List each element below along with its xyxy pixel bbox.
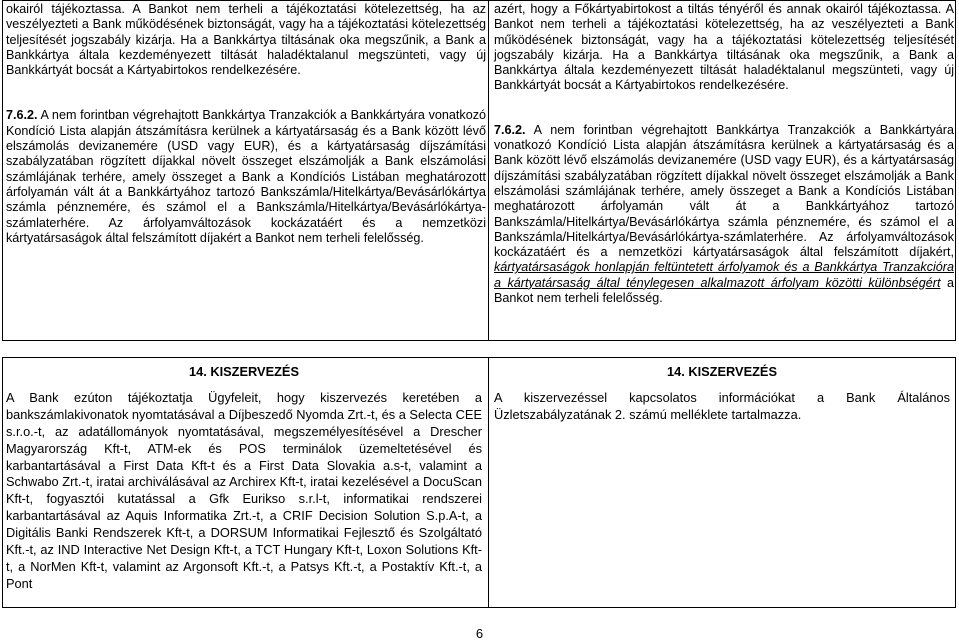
bottom-left-cell: [6, 364, 482, 593]
section-text: A nem forintban végrehajtott Bankkártya Tranzakciók a Bankkártyára vonatkozó Kondíció Lista alapján átszámításra kerülnek a kártyatársaság és a Bank között lévő elszámolás devizanemére (USD vagy EUR), és a kártyatársaság díjszámítási szabályzatában rögzített díjakkal növelt összeget elszámolják a Bank elszámolási számlájának terhére, amely összeget a Bank a Kondíciós Listában meghatározott árfolyamán vált át a Bankkártyához tartozó Bankszámla/Hitelkártya/Bevásárlókártya számla pénznemére, és számol el a Bankszámla/Hitelkártya/Bevásárlókártya-számlaterhére. Az árfolyamváltozások kockázatáért és a nemzetközi kártyatársaságok által felszámított díjakért,: [494, 122, 954, 260]
section-text: A nem forintban végrehajtott Bankkártya Tranzakciók a Bankkártyára vonatkozó Kondíció Lista alapján átszámításra kerülnek a kártyatársaság és a Bank között lévő elszámolás devizanemére (USD vagy EUR), és a kártyatársaság díjszámítási szabályzatában rögzített díjakkal növelt összeget elszámolják a Bank elszámolási számlájának terhére, amely összeget a Bank a Kondíciós Listában meghatározott árfolyamán vált át a Bankkártyához tartozó Bankszámla/Hitelkártya/Bevásárlókártya számla pénznemére, és számol el a Bankszámla/Hitelkártya/Bevásárlókártya- számlaterhére. Az árfolyamváltozások kockázatáért és a nemzetközi kártyatársaságok által felszámított díjakért a Bankot nem terheli felelősség.: [6, 108, 486, 245]
bottom-right-cell: [494, 364, 950, 424]
outsourcing-text: A Bank ezúton tájékoztatja Ügyfeleit, hogy kiszervezés keretében a bankszámlakivonatok nyomtatásával a Díjbeszedő Nyomda Zrt.-t, és a Selecta CEE s.r.o.-t, az adatállományok nyomtatásával, megszemélyesítésével a Drescher Magyarország Kft-t, ATM-ek és POS terminálok üzemeltetésével és karbantartásával a First Data Kft-t és a First Data Slovakia a.s-t, valamint a Schwabo Zrt.-t, iratai archiválásával az Archirex Kft-t, iratai kezelésével a DocuScan Kft-t, fogyasztói kutatással a Gfk Euriksо s.r.l-t, informatikai rendszerei karbantartásával az Aquis Informatika Zrt.-t, a CRIF Decision Solution S.p.A-t, a Digitális Banki Rendszerek Kft-t, a DORSUM Informatikai Fejlesztő és Szolgáltató Kft.-t, az IND Interactive Net Design Kft-t, a TCT Hungary Kft-t, Loxon Solutions Kft-t, a NorMen Kft-t, valamint az Argonsoft Kft.-t, a Patsys Kft.-t, a Postaktív Kft.-t, a Pont: [6, 389, 482, 591]
top-left-section-7-6-2: [6, 108, 486, 246]
section-number: 7.6.2.: [6, 108, 38, 123]
page-number: 6: [475, 626, 484, 641]
outsourcing-text: A kiszervezéssel kapcsolatos információkat a Bank Általános Üzletszabályzatának 2. számú melléklete tartalmazza.: [494, 389, 950, 422]
top-left-intro: okairól tájékoztassa. A Bankot nem terheli a tájékoztatási kötelezettség, ha az veszélyezteti a Bank működésének biztonságát, vagy ha a tájékoztatási kötelezettség teljesítését jogszabály kizárja. Ha a Bankkártya tiltásának oka megszűnik, a Bank a Bankkártya általa kezdeményezett tiltását haladéktalanul megszünteti, vagy új Bankkártyát bocsát a Kártyabirtokos rendelkezésére.: [6, 2, 486, 78]
section-text-end: a Bankot nem terheli felelősség.: [494, 275, 954, 306]
top-left-cell: [6, 2, 486, 246]
top-right-cell: [494, 2, 954, 306]
top-right-section-7-6-2: [494, 123, 954, 307]
section-heading: 14. KISZERVEZÉS: [667, 364, 777, 379]
section-number: 7.6.2.: [494, 122, 526, 137]
top-right-intro: azért, hogy a Főkártyabirtokost a tiltás tényéről és annak okairól tájékoztassa. A Bankot nem terheli a tájékoztatási kötelezettség, ha az veszélyezteti a Bank működésének biztonságát, vagy ha a tájékoztatási kötelezettség teljesítését jogszabály kizárja. Ha a Bankkártya tiltásának oka megszűnik, a Bank a Bankkártya általa kezdeményezett tiltását haladéktalanul megszünteti, vagy új Bankkártyát bocsát a Kártyabirtokos rendelkezésére.: [494, 2, 954, 93]
emphasized-text: kártyatársaságok honlapján feltüntetett árfolyamok és a Bankkártya Tranzakcióra a kártyatársaság által ténylegesen alkalmazott árfolyam közötti különbségért: [494, 260, 954, 290]
section-heading: 14. KISZERVEZÉS: [189, 364, 299, 379]
